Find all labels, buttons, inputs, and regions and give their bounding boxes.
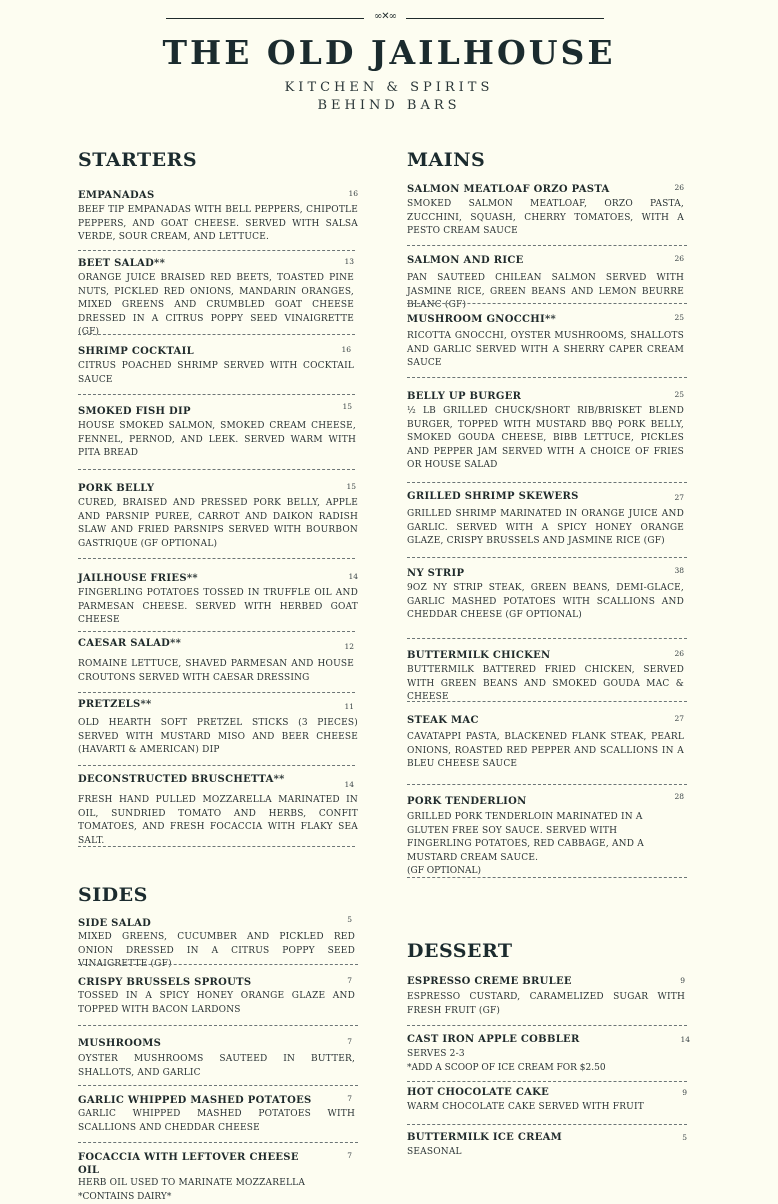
- menu-item-empanadas: [78, 189, 358, 245]
- menu-item-shrimp-cocktail: [78, 345, 354, 387]
- item-divider: [407, 701, 687, 702]
- item-divider: [78, 964, 358, 965]
- menu-item-hot-chocolate-cake: [407, 1086, 687, 1115]
- item-name: BEET SALAD**: [78, 258, 166, 269]
- item-name: CAST IRON APPLE COBBLER: [407, 1034, 580, 1045]
- item-price: 25: [674, 390, 684, 399]
- item-description: GARLIC WHIPPED MASHED POTATOES WITH SCALLIONS AND CHEDDAR CHEESE: [78, 1109, 355, 1133]
- item-price: 15: [342, 402, 352, 411]
- subtitle-behind-bars: BEHIND BARS: [317, 98, 461, 113]
- menu-item-salmon-meatloaf-orzo-pasta: [407, 183, 684, 239]
- subtitle-kitchen-spirits: KITCHEN & SPIRITS: [284, 80, 494, 95]
- item-description: 9OZ NY STRIP STEAK, GREEN BEANS, DEMI-GLACE, GARLIC MASHED POTATOES WITH SCALLIONS AND CHEDDAR CHEESE (GF OPTIONAL): [407, 583, 684, 620]
- item-description: OLD HEARTH SOFT PRETZEL STICKS (3 PIECES) SERVED WITH MUSTARD MISO AND BEER CHEESE (HAVARTI & AMERICAN) DIP: [78, 718, 358, 755]
- item-price: 7: [347, 1037, 352, 1046]
- section-title-sides: SIDES: [78, 884, 148, 906]
- menu-item-mushroom-gnocchi: [407, 313, 684, 371]
- item-name: SIDE SALAD: [78, 918, 152, 929]
- item-name: MUSHROOMS: [78, 1038, 162, 1049]
- item-description: FINGERLING POTATOES TOSSED IN TRUFFLE OIL AND PARMESAN CHEESE. SERVED WITH HERBED GOAT CHEESE: [78, 588, 358, 625]
- menu-item-crispy-brussels-sprouts: [78, 976, 355, 1017]
- item-price: 28: [674, 792, 684, 801]
- item-description: CITRUS POACHED SHRIMP SERVED WITH COCKTAIL SAUCE: [78, 361, 354, 385]
- item-price: 27: [674, 493, 684, 502]
- item-name: SALMON AND RICE: [407, 255, 524, 266]
- item-name: BELLY UP BURGER: [407, 391, 522, 402]
- item-name: SHRIMP COCKTAIL: [78, 346, 194, 357]
- item-name: ESPRESSO CREME BRULEE: [407, 976, 572, 987]
- menu-item-beet-salad: [78, 257, 354, 340]
- item-divider: [407, 245, 687, 246]
- item-description: ESPRESSO CUSTARD, CARAMELIZED SUGAR WITH FRESH FRUIT (GF): [407, 992, 685, 1016]
- item-description: RICOTTA GNOCCHI, OYSTER MUSHROOMS, SHALLOTS AND GARLIC SERVED WITH A SHERRY CAPER CREAM SAUCE: [407, 331, 684, 368]
- item-divider: [78, 558, 355, 559]
- item-description: OYSTER MUSHROOMS SAUTEED IN BUTTER, SHALLOTS, AND GARLIC: [78, 1054, 355, 1078]
- item-description: ROMAINE LETTUCE, SHAVED PARMESAN AND HOUSE CROUTONS SERVED WITH CAESAR DRESSING: [78, 659, 354, 683]
- item-price: 16: [341, 345, 351, 354]
- item-divider: [407, 877, 687, 878]
- item-name: GARLIC WHIPPED MASHED POTATOES: [78, 1095, 312, 1106]
- item-description: BUTTERMILK BATTERED FRIED CHICKEN, SERVED WITH GREEN BEANS AND SMOKED GOUDA MAC & CHEESE: [407, 665, 684, 702]
- item-price: 14: [344, 780, 354, 789]
- restaurant-title: THE OLD JAILHOUSE: [162, 33, 616, 72]
- item-description: CURED, BRAISED AND PRESSED PORK BELLY, APPLE AND PARSNIP PUREE, CARROT AND DAIKON RADISH SLAW AND FRIED PARSNIPS SERVED WITH BOURBON GASTRIQUE (GF OPTIONAL): [78, 498, 358, 549]
- item-description: BEEF TIP EMPANADAS WITH BELL PEPPERS, CHIPOTLE PEPPERS, AND GOAT CHEESE. SERVED WITH SALSA VERDE, SOUR CREAM, AND LETTUCE.: [78, 205, 358, 242]
- item-description: CAVATAPPI PASTA, BLACKENED FLANK STEAK, PEARL ONIONS, ROASTED RED PEPPER AND SCALLIONS IN A BLEU CHEESE SAUCE: [407, 732, 684, 769]
- item-description: MIXED GREENS, CUCUMBER AND PICKLED RED ONION DRESSED IN A CITRUS POPPY SEED VINAIGRETTE (GF): [78, 932, 355, 969]
- item-price: 13: [344, 257, 354, 266]
- item-name: CRISPY BRUSSELS SPROUTS: [78, 977, 252, 988]
- menu-item-grilled-shrimp-skewers: [407, 490, 684, 549]
- item-description: HERB OIL USED TO MARINATE MOZZARELLA: [78, 1178, 306, 1188]
- item-note: *CONTAINS DAIRY*: [78, 1191, 172, 1202]
- item-name: FOCACCIA WITH LEFTOVER CHEESE OIL: [78, 1152, 299, 1176]
- item-divider: [78, 1142, 358, 1143]
- menu-item-steak-mac: [407, 714, 684, 772]
- item-divider: [78, 334, 355, 335]
- item-description: SMOKED SALMON MEATLOAF, ORZO PASTA, ZUCCHINI, SQUASH, CHERRY TOMATOES, WITH A PESTO CREAM SAUCE: [407, 199, 684, 236]
- item-name: JAILHOUSE FRIES**: [78, 573, 198, 584]
- item-description: WARM CHOCOLATE CAKE SERVED WITH FRUIT: [407, 1102, 644, 1112]
- menu-item-smoked-fish-dip: [78, 402, 356, 461]
- item-divider: [407, 638, 687, 639]
- item-price: 26: [674, 254, 684, 263]
- menu-item-ny-strip: [407, 567, 684, 623]
- item-divider: [407, 303, 687, 304]
- menu-item-mushrooms: [78, 1037, 355, 1080]
- item-divider: [407, 1081, 687, 1082]
- item-divider: [407, 1025, 687, 1026]
- item-divider: [78, 394, 355, 395]
- item-description: ½ LB GRILLED CHUCK/SHORT RIB/BRISKET BLEND BURGER, TOPPED WITH MUSTARD BBQ PORK BELLY, SMOKED GOUDA CHEESE, BIBB LETTUCE, PICKLES AND PEPPER JAM SERVED WITH A CHOICE OF FRIES OR HOUSE SALAD: [407, 406, 684, 470]
- item-description: SERVES 2-3: [407, 1049, 465, 1059]
- item-name: DECONSTRUCTED BRUSCHETTA**: [78, 774, 285, 785]
- menu-item-caesar-salad: [78, 637, 354, 685]
- section-title-dessert: DESSERT: [407, 940, 513, 962]
- item-description: HOUSE SMOKED SALMON, SMOKED CREAM CHEESE, FENNEL, PERNOD, AND LEEK. SERVED WARM WITH PITA BREAD: [78, 421, 356, 458]
- item-price: 9: [680, 976, 685, 985]
- item-price: 7: [347, 976, 352, 985]
- item-name: MUSHROOM GNOCCHI**: [407, 314, 557, 325]
- item-description: GRILLED PORK TENDERLOIN MARINATED IN A GLUTEN FREE SOY SAUCE. SERVED WITH FINGERLING POTATOES, RED CABBAGE, AND A MUSTARD CREAM SAUCE.: [407, 812, 644, 863]
- item-description: GRILLED SHRIMP MARINATED IN ORANGE JUICE AND GARLIC. SERVED WITH A SPICY HONEY ORANGE GLAZE, CRISPY BRUSSELS AND JASMINE RICE (GF): [407, 509, 684, 546]
- item-name: PORK BELLY: [78, 483, 155, 494]
- item-divider: [78, 765, 355, 766]
- item-divider: [78, 631, 355, 632]
- section-title-starters: STARTERS: [78, 149, 198, 171]
- menu-item-pretzels: [78, 698, 358, 758]
- menu-item-buttermilk-ice-cream: [407, 1131, 687, 1160]
- item-price: 38: [674, 566, 684, 575]
- item-description: ORANGE JUICE BRAISED RED BEETS, TOASTED PINE NUTS, PICKLED RED ONIONS, MANDARIN ORANGES, MIXED GREENS AND CRUMBLED GOAT CHEESE DRESSED IN A CITRUS POPPY SEED VINAIGRETTE (GF): [78, 273, 354, 337]
- item-price: 7: [347, 1094, 352, 1103]
- item-name: HOT CHOCOLATE CAKE: [407, 1087, 550, 1098]
- item-name: EMPANADAS: [78, 190, 155, 201]
- item-divider: [78, 1085, 358, 1086]
- menu-item-deconstructed-bruschetta: [78, 773, 358, 848]
- item-name: PRETZELS**: [78, 699, 152, 710]
- item-price: 15: [346, 482, 356, 491]
- menu-item-focaccia-with-leftover-cheese-oil: [78, 1151, 355, 1204]
- item-price: 5: [682, 1133, 687, 1142]
- item-description: FRESH HAND PULLED MOZZARELLA MARINATED IN OIL, SUNDRIED TOMATO AND HERBS, CONFIT TOMATOES, AND FRESH FOCACCIA WITH FLAKY SEA SALT.: [78, 795, 358, 846]
- item-divider: [78, 1025, 358, 1026]
- item-name: GRILLED SHRIMP SKEWERS: [407, 491, 579, 502]
- header-divider: [166, 11, 604, 22]
- item-name: CAESAR SALAD**: [78, 638, 182, 649]
- item-description: PAN SAUTEED CHILEAN SALMON SERVED WITH JASMINE RICE, GREEN BEANS AND LEMON BEURRE BLANC (GF): [407, 273, 684, 310]
- item-divider: [407, 1124, 687, 1125]
- item-price: 9: [682, 1088, 687, 1097]
- menu-item-buttermilk-chicken: [407, 649, 684, 705]
- item-divider: [407, 377, 687, 378]
- item-divider: [407, 557, 687, 558]
- item-price: 5: [347, 915, 352, 924]
- item-price: 26: [674, 649, 684, 658]
- item-price: 12: [344, 642, 354, 651]
- item-note: (GF OPTIONAL): [407, 866, 482, 876]
- menu-item-cast-iron-apple-cobbler: [407, 1033, 690, 1075]
- item-name: SALMON MEATLOAF ORZO PASTA: [407, 184, 610, 195]
- menu-item-pork-tenderlion: [407, 792, 684, 878]
- menu-item-garlic-whipped-mashed-potatoes: [78, 1094, 355, 1135]
- menu-item-pork-belly: [78, 482, 358, 551]
- item-description: SEASONAL: [407, 1147, 462, 1157]
- item-price: 26: [674, 183, 684, 192]
- item-divider: [78, 846, 355, 847]
- divider-ornament-icon: ∞✕∞: [373, 11, 397, 22]
- item-price: 11: [344, 702, 354, 711]
- item-price: 14: [348, 572, 358, 581]
- item-name: NY STRIP: [407, 568, 465, 579]
- item-name: PORK TENDERLION: [407, 796, 527, 807]
- menu-item-belly-up-burger: [407, 390, 684, 473]
- item-name: BUTTERMILK CHICKEN: [407, 650, 551, 661]
- item-price: 27: [674, 714, 684, 723]
- item-price: 16: [348, 189, 358, 198]
- item-description: TOSSED IN A SPICY HONEY ORANGE GLAZE AND TOPPED WITH BACON LARDONS: [78, 991, 355, 1015]
- menu-item-espresso-creme-brulee: [407, 975, 685, 1018]
- item-price: 25: [674, 313, 684, 322]
- item-price: 7: [347, 1151, 352, 1160]
- item-price: 14: [680, 1035, 690, 1044]
- item-divider: [78, 692, 355, 693]
- item-divider: [78, 250, 355, 251]
- menu-item-jailhouse-fries: [78, 572, 358, 628]
- item-divider: [78, 469, 355, 470]
- item-divider: [407, 784, 687, 785]
- item-divider: [407, 482, 687, 483]
- item-name: SMOKED FISH DIP: [78, 406, 191, 417]
- section-title-mains: MAINS: [407, 149, 486, 171]
- item-note: *ADD A SCOOP OF ICE CREAM FOR $2.50: [407, 1062, 606, 1073]
- item-name: STEAK MAC: [407, 715, 479, 726]
- item-name: BUTTERMILK ICE CREAM: [407, 1132, 563, 1143]
